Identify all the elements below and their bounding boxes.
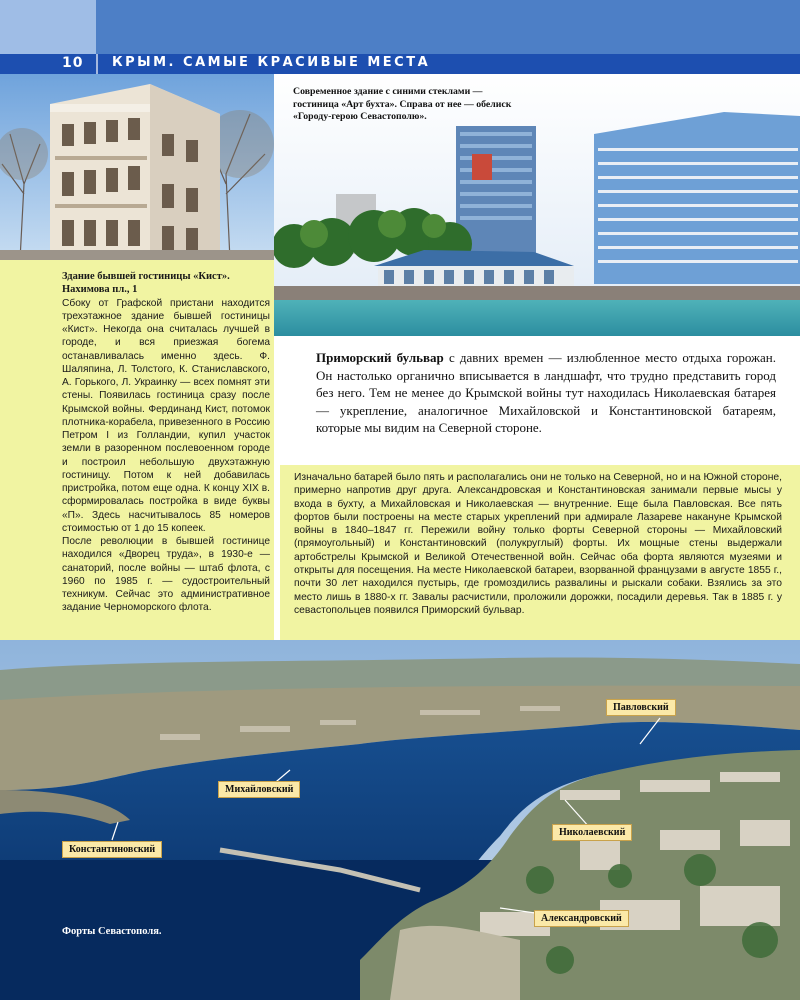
primorsky-lead: Приморский бульвар bbox=[316, 350, 444, 365]
kist-paragraph-later: После революции в бывшей гостинице находился «Дворец труда», в 1930-е — санаторий, после войны — штаб флота, с 1960 по 1985 г. — судостроительный техникум. Сейчас это административное задание Черноморского флота. bbox=[62, 536, 270, 614]
aerial-caption: Форты Севастополя. bbox=[62, 926, 162, 937]
header-band-deep bbox=[96, 0, 800, 54]
header-band bbox=[0, 0, 800, 54]
header-separator bbox=[96, 54, 98, 74]
kist-caption-title: Здание бывшей гостиницы «Кист». bbox=[62, 271, 230, 282]
label-alexandrovsky-fort: Александровский bbox=[534, 910, 629, 927]
primorsky-paragraph bbox=[316, 349, 776, 437]
page-number: 10 bbox=[62, 55, 84, 71]
kist-caption-address: Нахимова пл., 1 bbox=[62, 284, 138, 296]
label-pavlovsky-fort: Павловский bbox=[606, 699, 676, 716]
header-band-light bbox=[0, 0, 96, 54]
label-nikolaevsky-fort: Николаевский bbox=[552, 824, 632, 841]
page-title: КРЫМ. САМЫЕ КРАСИВЫЕ МЕСТА bbox=[112, 55, 431, 70]
kist-article bbox=[62, 270, 270, 615]
art-bukhta-caption: Современное здание с синими стеклами — гостиница «Арт бухта». Справа от нее — обелиск «Городу-герою Севастополю». bbox=[293, 86, 512, 123]
kist-paragraph-history: Сбоку от Графской пристани находится трехэтажное здание бывшей гостиницы «Кист». Некогда она считалась лучшей в городе, и вся приезжая богема останавливалась именно здесь. Ф. Шаляпина, Л. Толстого, К. Станиславского, А. Горького, Л. Украинку — всех помнят эти стены. Появилась гостиница сразу после Крымской войны. Фердинанд Кист, потомок плотника-корабела, привезенного в Россию Петром I из Голландии, купил участок земли в разоренном послевоенном городе и построил небольшую двухэтажную гостиницу. Потом к ней добавилась пристройка, потом еще одна. К концу XIX в. сформировалась постройка в виде буквы «П». Здесь насчитывалось 85 номеров стоимостью от 1 до 15 копеек. bbox=[62, 297, 270, 534]
primorsky-text: с давних времен — излюбленное место отдыха горожан. Он настолько органично вписывается в ландшафт, что трудно представить город без него. Тем не менее до Крымской войны тут находилась Николаевская батарея — укрепление, аналогичное Михайловской и Константиновской батареям, которые мы видим на Северной стороне. bbox=[316, 350, 777, 435]
batteries-paragraph: Изначально батарей было пять и располагались они не только на Северной, но и на Южной стороне, примерно напротив друг друга. Александровская и Константиновская занимали первые мысы у входа в бухту, а Михайловская и Николаевская — внутренние. Еще была Павловская. Все пять фортов были построены на месте старых укреплений при адмирале Лазареве накануне Крымской войны в 1840–1847 гг. Пережили войну только форты Северной стороны — Михайловский (прямоугольный) и Константиновский (полукруглый) форты. Их мощные стены выдержали артобстрелы Крымской и Великой Отечественной войн. Сейчас оба форта являются музеями и открыты для посещения. На месте Николаевской батареи, взорванной французами в августе 1855 г., почти 30 лет находился пустырь, где громоздились развалины и рыскали собаки. Взялись за это место лишь в 1880-х гг. Завалы расчистили, проложили дорожки, посадили деревья. Так в 1885 г. у севастопольцев появился Приморский бульвар. bbox=[294, 472, 782, 616]
label-konstantinovsky-fort: Константиновский bbox=[62, 841, 162, 858]
aerial-sevastopol-photo bbox=[0, 640, 800, 1000]
label-mikhailovsky-fort: Михайловский bbox=[218, 781, 300, 798]
kist-hotel-photo bbox=[0, 74, 274, 260]
